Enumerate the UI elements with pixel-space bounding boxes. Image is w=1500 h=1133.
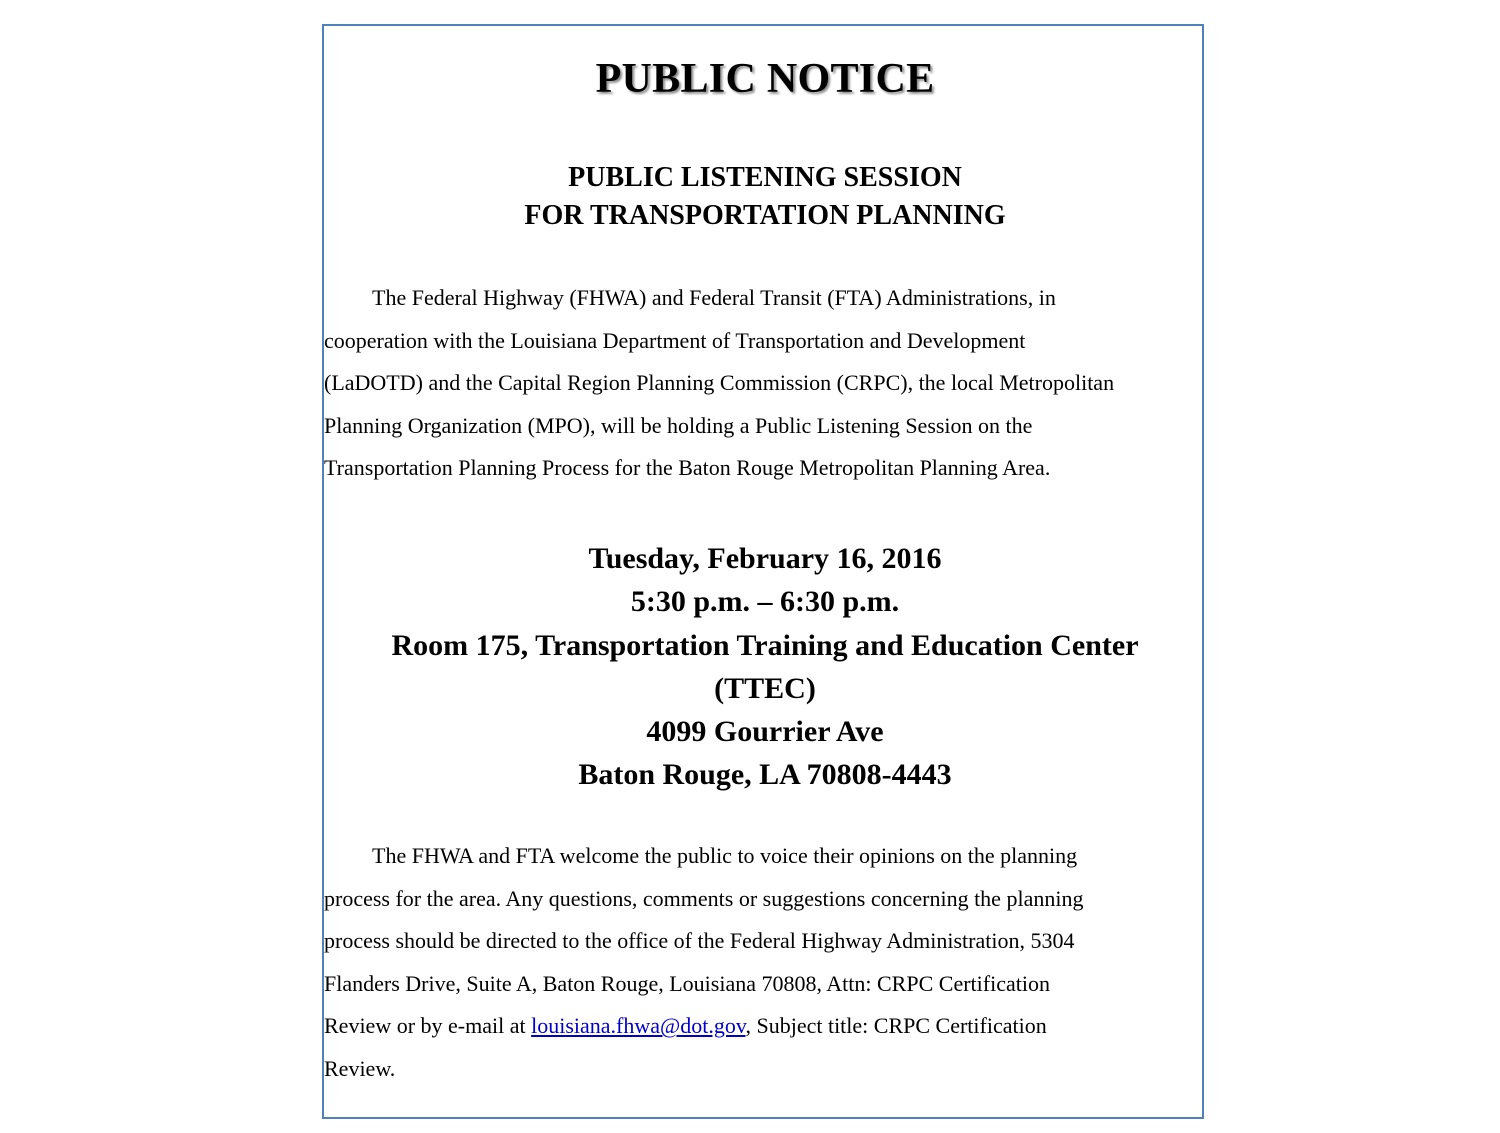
closing-line-email: [324, 1005, 1204, 1048]
public-notice-box: [322, 24, 1204, 1119]
subtitle-line-1: PUBLIC LISTENING SESSION: [568, 162, 962, 193]
closing-line: Review.: [324, 1055, 396, 1081]
event-time: 5:30 p.m. – 6:30 p.m.: [630, 585, 900, 619]
intro-line: The Federal Highway (FHWA) and Federal Transit (FTA) Administrations, in: [372, 285, 1056, 310]
subtitle-line-2: FOR TRANSPORTATION PLANNING: [524, 200, 1006, 231]
notice-title: PUBLIC NOTICE: [595, 56, 935, 102]
intro-line: (LaDOTD) and the Capital Region Planning Commission (CRPC), the local Metropolitan: [324, 370, 1115, 396]
event-details: [324, 537, 1206, 797]
event-date: Tuesday, February 16, 2016: [588, 542, 942, 575]
closing-text-after-email: , Subject title: CRPC Certification: [745, 1013, 1047, 1039]
closing-paragraph: [324, 835, 1204, 1091]
intro-paragraph: [324, 277, 1204, 490]
email-link[interactable]: louisiana.fhwa@dot.gov: [531, 1013, 746, 1039]
event-street-address: 4099 Gourrier Ave: [646, 715, 884, 749]
closing-line: process should be directed to the office of the Federal Highway Administration, 5304: [324, 928, 1075, 954]
event-city-address: Baton Rouge, LA 70808-4443: [578, 758, 952, 792]
intro-line: cooperation with the Louisiana Department of Transportation and Development: [324, 327, 1026, 353]
closing-line: process for the area. Any questions, comments or suggestions concerning the planning: [324, 885, 1084, 911]
closing-line: Flanders Drive, Suite A, Baton Rouge, Louisiana 70808, Attn: CRPC Certification: [324, 970, 1050, 996]
intro-line: Planning Organization (MPO), will be holding a Public Listening Session on the: [324, 412, 1033, 438]
closing-text-before-email: Review or by e-mail at: [324, 1013, 532, 1039]
closing-line: The FHWA and FTA welcome the public to voice their opinions on the planning: [372, 843, 1078, 868]
event-room-abbreviation: (TTEC): [714, 671, 816, 705]
event-room: Room 175, Transportation Training and Education Center: [391, 628, 1139, 662]
intro-line: Transportation Planning Process for the Baton Rouge Metropolitan Planning Area.: [324, 455, 1051, 481]
